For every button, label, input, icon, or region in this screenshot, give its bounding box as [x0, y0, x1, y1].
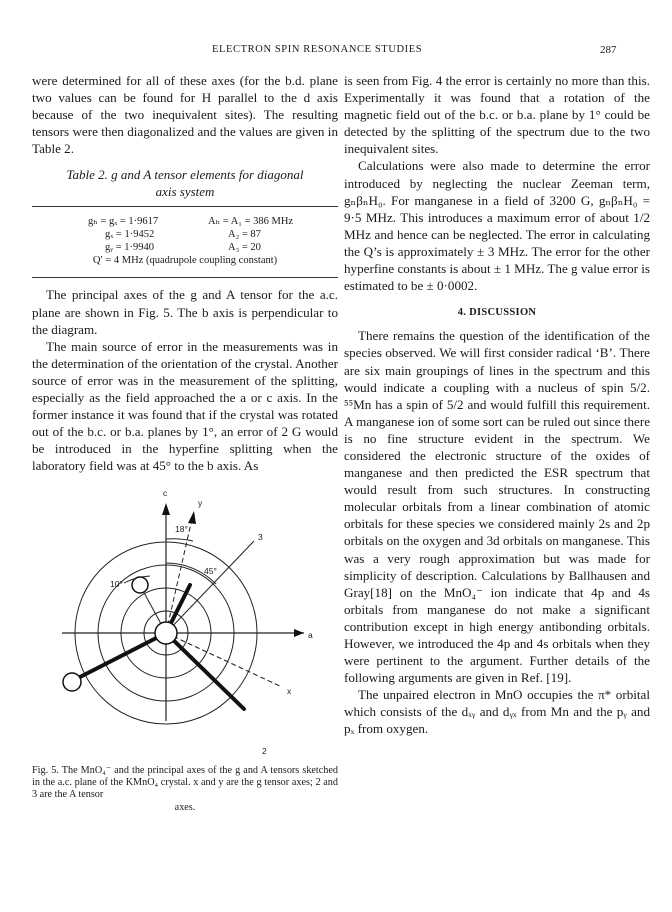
left-column [32, 72, 338, 814]
left-paragraph-1: were determined for all of these axes (for the b.d. plane two values can be found for H parallel to the d axis because of the two inequivalent sites). The resulting tensors were then diagonalized and the values are given in Table 2. [32, 73, 338, 157]
page-number: 287 [600, 44, 617, 56]
table-cell-gb: gₕ = gₓ = 1·9617 [88, 216, 159, 228]
right-paragraph-4: The unpaired electron in MnO occupies the π* orbital which consists of the dₓᵧ and dᵧₓ from Mn and the pᵧ and pₓ from oxygen. [344, 687, 650, 737]
label-axis-3: 3 [258, 531, 263, 542]
a-axis-arrowhead [294, 629, 304, 637]
label-a-axis: a [308, 629, 313, 640]
table-caption [32, 166, 338, 200]
table-top-rule [32, 206, 338, 207]
section-heading-discussion: 4. DISCUSSION [457, 307, 537, 319]
oxygen-atom-upper [132, 577, 148, 593]
figure-5-caption-last: axes. [174, 801, 196, 813]
label-axis-2: 2 [262, 745, 267, 756]
left-paragraph-2: The principal axes of the g and A tensor for the a.c. plane are shown in Fig. 5. The b axis is perpendicular to the diagram. [32, 287, 338, 337]
right-paragraph-2: Calculations were also made to determine the error introduced by neglecting the nuclear Zeeman term, gₙβₙH₀. For manganese in a field of 3200 G, gₙβₙH₀ = 9·5 MHz. This introduces a maximum error of about 1/2 MHz and hence can be neglected. The error in calculating the Q’s is approximately ± 3 MHz. The error for the other hyperfine constants is about ± 1 MHz. The g value error is estimated to be ± 0·0002. [344, 158, 650, 294]
axis-3-line [166, 541, 254, 633]
label-x-axis: x [287, 685, 292, 696]
right-paragraph-3: There remains the question of the identification of the species observed. We will first consider radical ‘B’. There are six main groupings of lines in the spectrum and this would indicate a coupling with a nucleus of spin 5/2. ⁵⁵Mn has a spin of 5/2 and would fulfill this requirement. A manganese ion of some sort can be ruled out since there is no fine structure evident in the spectrum. We considered the electronic structure of the oxides of manganese and then predicted the ESR spectrum that would result from such structures. In constructing molecular orbitals from a linear combination of atomic orbitals for these species we considered mainly 2s and 2p orbitals on the oxygen and 3d orbitals on manganese. This was a very rough approximation but was made for simplicity of description. Calculations by Ballhausen and Gray[18] on the MnO₄⁻ ion indicate that 4p and 4s orbitals from manganese do not make a significant contribution except in high energy antibonding orbitals. However, we introduced the 4p and 4s orbitals when they were pertinent to the argument. Further details of the following arguments are given in Ref. [19]. [344, 328, 650, 686]
manganese-atom [155, 622, 177, 644]
figure-5-caption [32, 765, 338, 815]
c-axis-arrowhead [162, 503, 170, 515]
tensor-table [32, 215, 338, 271]
running-title: ELECTRON SPIN RESONANCE STUDIES [212, 44, 423, 55]
table-cell-gy: gᵧ = 1·9940 [105, 242, 154, 254]
label-angle-10: 10° [110, 578, 123, 589]
x-axis-line [166, 633, 282, 687]
left-paragraph-3: The main source of error in the measurements was in the determination of the orientation of the crystal. Another source of error was in the measurement of the splitting, especially as the field approached the a or c axis. In the former instance it was found that if the crystal was rotated out of the b.c. or b.a. planes by 1°, an error of 2 G would be introduced in the hyperfine splitting when the laboratory field was at 45° to the b axis. As [32, 338, 338, 474]
right-column [344, 72, 650, 738]
table-caption-line-1: Table 2. g and A tensor elements for diagonal [66, 167, 304, 183]
page-header [0, 44, 672, 60]
label-c-axis: c [163, 487, 168, 498]
table-cell-a3: A₃ = 20 [228, 242, 261, 254]
table-cell-ab: Aₕ = A₁ = 386 MHz [208, 216, 294, 228]
table-bottom-rule [32, 277, 338, 278]
table-caption-line-2: axis system [155, 184, 215, 200]
mn-o-bond-lower [166, 633, 244, 709]
label-angle-18: 18° [175, 523, 188, 534]
mn-o-bond-left [80, 633, 166, 677]
table-cell-quadrupole: Q′ = 4 MHz (quadrupole coupling constant) [92, 255, 278, 267]
angle-arc-18 [166, 538, 193, 540]
label-angle-45: 45° [204, 565, 217, 576]
figure-5 [32, 481, 338, 761]
label-y-axis: y [198, 497, 203, 508]
table-cell-a2: A₂ = 87 [228, 229, 261, 241]
table-cell-gx: gₓ = 1·9452 [105, 229, 155, 241]
right-paragraph-1: is seen from Fig. 4 the error is certainly no more than this. Experimentally it was found that a rotation of the magnetic field out of the b.c. or b.a. plane by 1° could be detected by the splitting of the spectrum due to the two inequivalent sites. [344, 73, 650, 157]
oxygen-atom-left [63, 673, 81, 691]
y-axis-arrowhead [188, 511, 196, 524]
figure-5-caption-main: Fig. 5. The MnO₄⁻ and the principal axes of the g and A tensors sketched in the a.c. plane of the KMnO₄ crystal. x and y are the g tensor axes; 2 and 3 are the A tensor [32, 764, 338, 801]
